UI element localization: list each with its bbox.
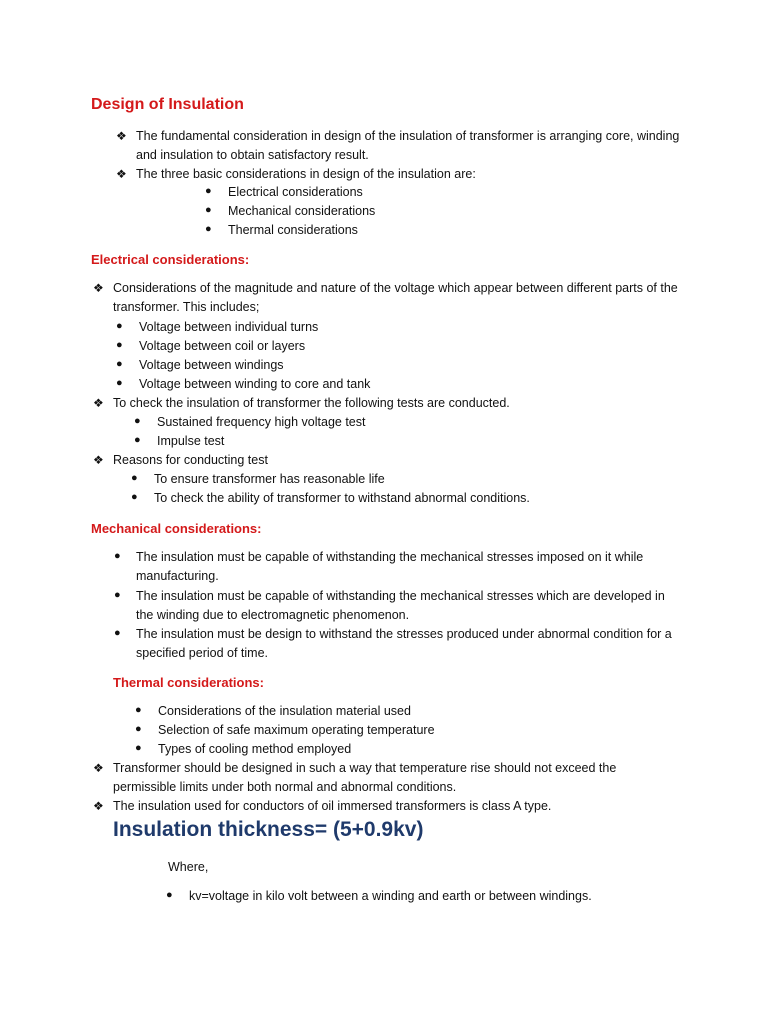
bullet-icon: ●: [116, 377, 123, 389]
list-item: Thermal considerations: [228, 223, 358, 237]
list-item: To check the ability of transformer to withstand abnormal conditions.: [154, 491, 530, 505]
electrical-heading: Electrical considerations:: [91, 252, 250, 267]
electrical-point-2: To check the insulation of transformer the following tests are conducted.: [113, 396, 510, 410]
list-item: The insulation must be design to withstand the stresses produced under abnormal condition for a specified period of time.: [136, 627, 672, 660]
list-item: Selection of safe maximum operating temperature: [158, 723, 435, 737]
intro-paragraph-2: The three basic considerations in design of the insulation are:: [136, 167, 476, 181]
list-item: Voltage between windings: [139, 358, 284, 372]
where-label: Where,: [168, 860, 209, 874]
bullet-icon: ●: [166, 889, 173, 901]
list-item: Electrical considerations: [228, 185, 363, 199]
thermal-point-2: The insulation used for conductors of oil immersed transformers is class A type.: [113, 799, 552, 813]
bullet-icon: ●: [135, 704, 142, 716]
diamond-bullet-icon: ❖: [116, 129, 127, 143]
formula: Insulation thickness= (5+0.9kv): [113, 818, 424, 841]
list-item: Mechanical considerations: [228, 204, 376, 218]
list-item: Impulse test: [157, 434, 225, 448]
bullet-icon: ●: [114, 589, 121, 601]
bullet-icon: ●: [114, 627, 121, 639]
thermal-point-1: Transformer should be designed in such a way that temperature rise should not exceed the permissible limits under both normal and abnormal conditions.: [113, 761, 617, 794]
list-item: To ensure transformer has reasonable life: [154, 472, 385, 486]
electrical-point-3: Reasons for conducting test: [113, 453, 268, 467]
diamond-bullet-icon: ❖: [116, 167, 127, 181]
bullet-icon: ●: [205, 185, 212, 197]
bullet-icon: ●: [205, 204, 212, 216]
diamond-bullet-icon: ❖: [93, 799, 104, 813]
list-item: The insulation must be capable of withstanding the mechanical stresses imposed on it while manufacturing.: [136, 550, 644, 583]
list-item: Voltage between winding to core and tank: [139, 377, 371, 391]
list-item: Types of cooling method employed: [158, 742, 352, 756]
bullet-icon: ●: [135, 742, 142, 754]
diamond-bullet-icon: ❖: [93, 453, 104, 467]
kv-definition: kv=voltage in kilo volt between a winding and earth or between windings.: [189, 889, 592, 903]
mechanical-heading: Mechanical considerations:: [91, 521, 262, 536]
bullet-icon: ●: [134, 434, 141, 446]
bullet-icon: ●: [116, 320, 123, 332]
bullet-icon: ●: [134, 415, 141, 427]
list-item: Voltage between coil or layers: [139, 339, 306, 353]
bullet-icon: ●: [114, 550, 121, 562]
bullet-icon: ●: [205, 223, 212, 235]
diamond-bullet-icon: ❖: [93, 281, 104, 295]
page-title: Design of Insulation: [91, 96, 244, 113]
bullet-icon: ●: [116, 358, 123, 370]
diamond-bullet-icon: ❖: [93, 396, 104, 410]
thermal-heading: Thermal considerations:: [113, 675, 264, 690]
bullet-icon: ●: [135, 723, 142, 735]
bullet-icon: ●: [116, 339, 123, 351]
list-item: Voltage between individual turns: [139, 320, 319, 334]
bullet-icon: ●: [131, 472, 138, 484]
list-item: Considerations of the insulation material used: [158, 704, 411, 718]
diamond-bullet-icon: ❖: [93, 761, 104, 775]
bullet-icon: ●: [131, 491, 138, 503]
electrical-point-1: Considerations of the magnitude and nature of the voltage which appear between different parts of the transformer. This includes;: [113, 281, 678, 314]
list-item: The insulation must be capable of withstanding the mechanical stresses which are developed in the winding due to electromagnetic phenomenon.: [136, 589, 665, 622]
list-item: Sustained frequency high voltage test: [157, 415, 366, 429]
intro-paragraph-1: The fundamental consideration in design of the insulation of transformer is arranging core, winding and insulation to obtain satisfactory result.: [136, 129, 680, 162]
